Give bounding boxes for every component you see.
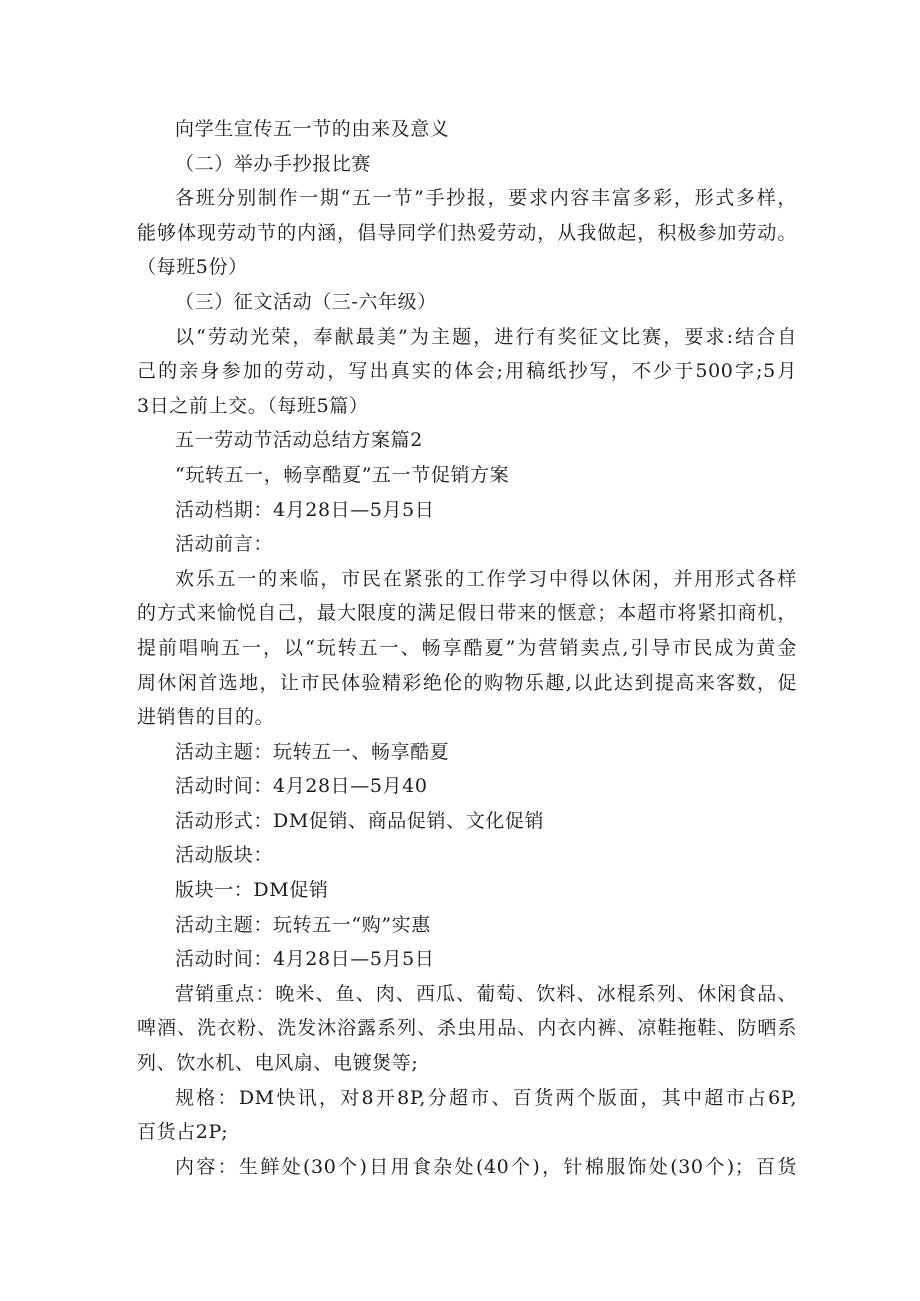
paragraph-line: 周休闲首选地，让市民体验精彩绝伦的购物乐趣,以此达到提高来客数，促	[137, 671, 797, 694]
paragraph-line: 列、饮水机、电风扇、电镀煲等;	[137, 1052, 419, 1075]
paragraph-line: 各班分别制作一期“五一节”手抄报，要求内容丰富多彩，形式多样，	[175, 187, 797, 210]
paragraph-line: 活动档期：4月28日—5月5日	[175, 498, 435, 521]
paragraph-line: 内容：生鲜处(30个)日用食杂处(40个)，针棉服饰处(30个)；百货	[175, 1155, 797, 1178]
paragraph-line: 向学生宣传五一节的由来及意义	[175, 118, 450, 140]
paragraph-line: 的方式来愉悦自己，最大限度的满足假日带来的惬意；本超市将紧扣商机，	[137, 602, 797, 625]
paragraph-line: 活动版块：	[175, 844, 274, 867]
plan-title: “玩转五一，畅享酷夏”五一节促销方案	[175, 463, 510, 486]
paragraph-line: 进销售的目的。	[137, 706, 275, 729]
paragraph-line: 营销重点：晚米、鱼、肉、西瓜、葡萄、饮料、冰棍系列、休闲食品、	[175, 982, 797, 1005]
paragraph-line: 提前唱响五一，以“玩转五一、畅享酷夏”为营销卖点,引导市民成为黄金	[137, 636, 797, 659]
paragraph-line: 啤酒、洗衣粉、洗发沐浴露系列、杀虫用品、内衣内裤、凉鞋拖鞋、防晒系	[137, 1017, 797, 1040]
paragraph-line: 己的亲身参加的劳动，写出真实的体会;用稿纸抄写，不少于500字;5月	[137, 360, 797, 383]
paragraph-line: 以“劳动光荣，奉献最美”为主题，进行有奖征文比赛，要求:结合自	[175, 325, 797, 348]
document-page	[137, 112, 797, 1184]
paragraph-line: （每班5份）	[137, 256, 248, 279]
section-heading: （二）举办手抄报比赛	[175, 152, 372, 175]
paragraph-line: 活动时间：4月28日—5月40	[175, 775, 428, 798]
paragraph-line: 欢乐五一的来临，市民在紧张的工作学习中得以休闲，并用形式各样	[175, 567, 797, 590]
paragraph-line: 活动形式：DM促销、商品促销、文化促销	[175, 809, 545, 832]
paragraph-line: 活动主题：玩转五一“购”实惠	[175, 913, 431, 936]
section-title: 五一劳动节活动总结方案篇2	[175, 429, 423, 452]
paragraph-line: 活动时间：4月28日—5月5日	[175, 948, 435, 971]
paragraph-line: 版块一：DM促销	[175, 879, 329, 902]
section-heading: （三）征文活动（三-六年级）	[175, 290, 437, 313]
paragraph-line: 能够体现劳动节的内涵，倡导同学们热爱劳动，从我做起，积极参加劳动。	[137, 221, 797, 244]
paragraph-line: 百货占2P;	[137, 1121, 229, 1144]
paragraph-line: 规格：DM快讯，对8开8P,分超市、百货两个版面，其中超市占6P,	[175, 1086, 797, 1109]
paragraph-line: 3日之前上交。（每班5篇）	[137, 394, 369, 417]
paragraph-line: 活动主题：玩转五一、畅享酷夏	[175, 740, 450, 763]
paragraph-line: 活动前言：	[175, 533, 274, 556]
